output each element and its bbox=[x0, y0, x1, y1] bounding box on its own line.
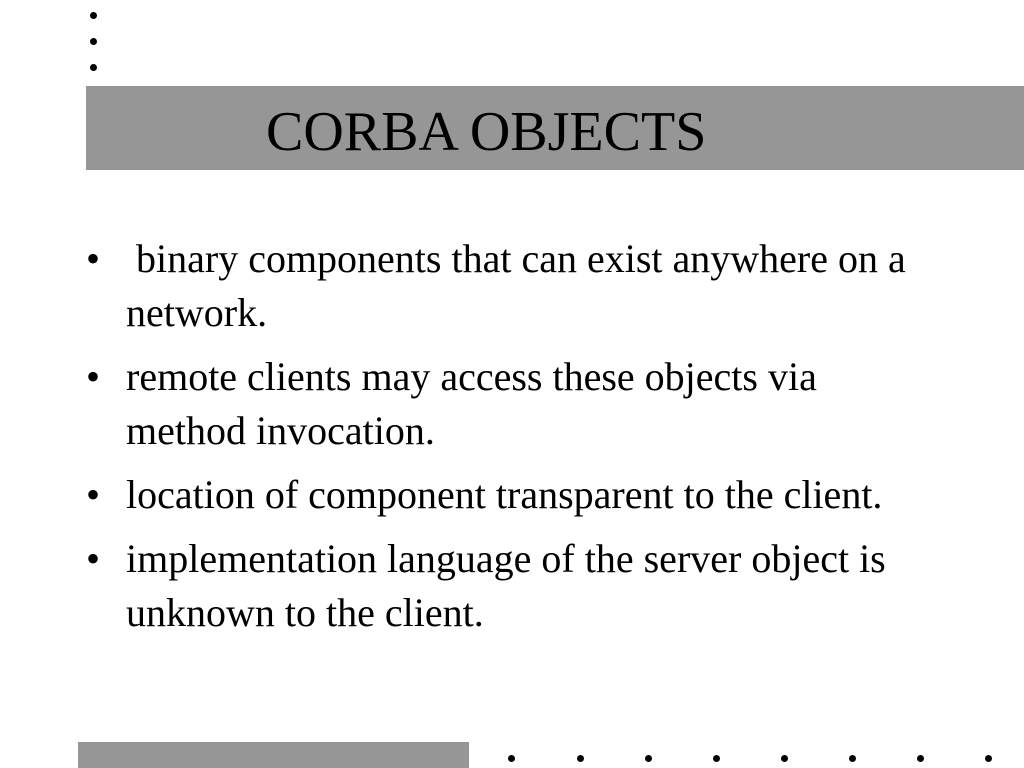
decorative-dot bbox=[577, 755, 584, 762]
decorative-dot bbox=[985, 755, 992, 762]
bullet-text: implementation language of the server object is unknown to the client. bbox=[126, 536, 886, 635]
bullet-item bbox=[86, 232, 946, 340]
bullet-text: location of component transparent to the client. bbox=[126, 472, 883, 517]
bullet-mark: • bbox=[86, 536, 101, 581]
decorative-dot bbox=[508, 755, 515, 762]
bullet-mark: • bbox=[86, 236, 101, 281]
bullet-text: binary components that can exist anywhere on a network. bbox=[126, 236, 916, 335]
decorative-dot bbox=[90, 38, 97, 45]
decorative-dot bbox=[781, 755, 788, 762]
decorative-dot bbox=[849, 755, 856, 762]
footer-bar bbox=[78, 742, 469, 768]
bullet-text: remote clients may access these objects via method invocation. bbox=[126, 354, 817, 453]
decorative-dot bbox=[917, 755, 924, 762]
decorative-dot bbox=[713, 755, 720, 762]
bullet-mark: • bbox=[86, 354, 101, 399]
bullet-mark: • bbox=[86, 472, 101, 517]
bullet-item bbox=[86, 468, 946, 522]
bullet-item bbox=[86, 350, 946, 458]
slide-title: CORBA OBJECTS bbox=[266, 101, 707, 163]
bullet-item bbox=[86, 532, 946, 640]
decorative-dot bbox=[90, 12, 97, 19]
decorative-dot bbox=[90, 64, 97, 71]
decorative-dot bbox=[645, 755, 652, 762]
bullet-list bbox=[86, 232, 946, 650]
